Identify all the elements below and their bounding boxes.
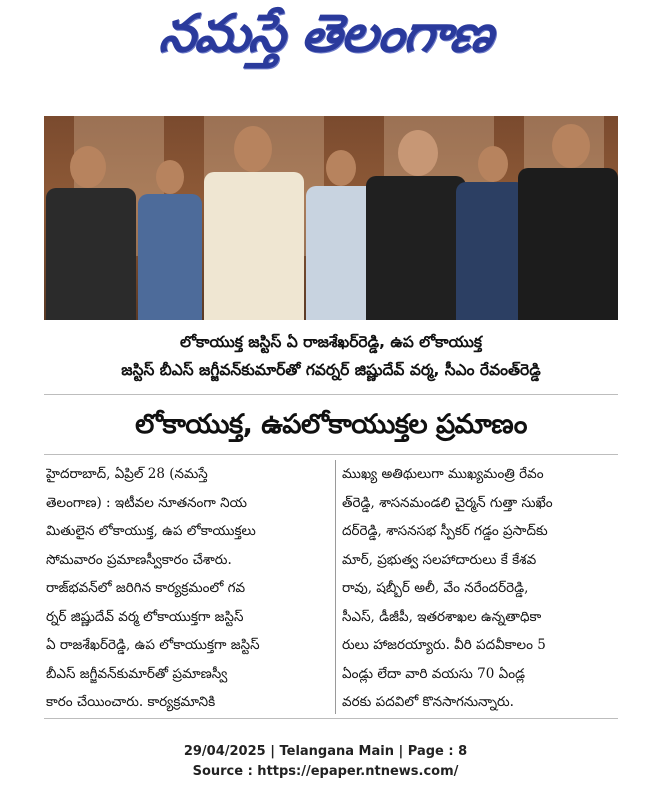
article-line: రాజ్‌భవన్‌లో జరిగిన కార్యక్రమంలో గవ: [46, 580, 246, 596]
caption-line: జస్టిస్ బీఎస్ జగ్జీవన్‌కుమార్‌తో గవర్నర్ జిష్ణుదేవ్ వర్మ, సీఎం రేవంత్‌రెడ్డి: [121, 361, 541, 379]
footer: [0, 742, 651, 782]
article-line: రావు, షబ్బీర్ అలీ, వేం నరేందర్‌రెడ్డి,: [342, 580, 529, 596]
article-line: ఏ రాజశేఖర్‌రెడ్డి, ఉప లోకాయుక్తగా జస్టిస్: [46, 637, 260, 653]
article-line: తెలంగాణ) : ఇటీవల నూతనంగా నియ: [46, 494, 247, 511]
caption-line: లోకాయుక్త జస్టిస్ ఏ రాజశేఖర్‌రెడ్డి, ఉప లోకాయుక్త: [179, 333, 482, 351]
article-line: హైదరాబాద్, ఏప్రిల్ 28 (నమస్తే: [46, 466, 208, 482]
news-photo: [44, 116, 618, 320]
article-line: రులు హాజరయ్యారు. వీరి పదవీకాలం 5: [342, 637, 546, 653]
article-line: కారం చేయించారు. కార్యక్రమానికి: [46, 694, 216, 710]
article-line: సీఎస్, డీజీపీ, ఇతరశాఖల ఉన్నతాధికా: [342, 608, 542, 625]
article-line: త్‌రెడ్డి, శాసనమండలి చైర్మన్ గుత్తా సుఖేం: [342, 494, 553, 511]
article-line: వరకు పదవిలో కొనసాగనున్నారు.: [342, 694, 514, 710]
article-line: మితులైన లోకాయుక్త, ఉప లోకాయుక్తలు: [46, 523, 256, 539]
article-column-1: [46, 460, 324, 714]
article-line: సోమవారం ప్రమాణస్వీకారం చేశారు.: [46, 551, 232, 568]
masthead: [0, 0, 651, 80]
masthead-title: నమస్తే తెలంగాణ: [156, 3, 496, 64]
article-line: మార్, ప్రభుత్వ సలహాదారులు కే కేశవ: [342, 551, 537, 568]
column-divider: [335, 460, 336, 714]
footer-source-line: Source : https://epaper.ntnews.com/: [192, 764, 459, 779]
divider: [44, 454, 618, 455]
article-line: బీఎస్ జగ్జీవన్‌కుమార్‌తో ప్రమాణస్వీ: [46, 665, 228, 682]
article-line: ర్నర్ జిష్ణుదేవ్ వర్మ లోకాయుక్తగా జస్టిస్: [46, 608, 244, 625]
article-line: ముఖ్య అతిథులుగా ముఖ్యమంత్రి రేవం: [342, 466, 544, 482]
divider: [44, 394, 618, 395]
footer-date-line: 29/04/2025 | Telangana Main | Page : 8: [183, 744, 468, 759]
article-line: ఏండ్లు లేదా వారి వయసు 70 ఏండ్ల: [342, 665, 526, 682]
headline: లోకాయుక్త, ఉపలోకాయుక్తల ప్రమాణం: [135, 409, 527, 440]
divider: [44, 718, 618, 719]
article-line: దర్‌రెడ్డి, శాసనసభ స్పీకర్ గడ్డం ప్రసాద్‌కు: [342, 523, 548, 539]
article-column-2: [342, 460, 620, 714]
news-clipping: [44, 116, 618, 718]
photo-caption: [44, 328, 618, 388]
